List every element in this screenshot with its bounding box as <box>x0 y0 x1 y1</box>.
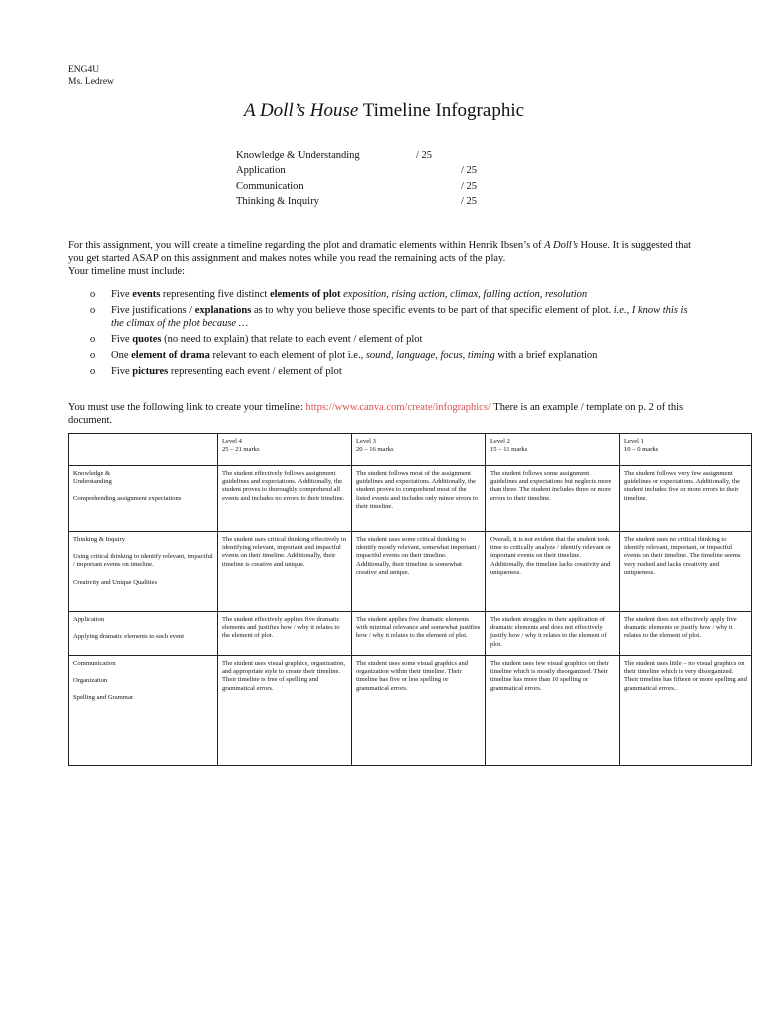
item-text: relevant to each element of plot i.e., <box>209 350 366 362</box>
rubric-cell: The student follows some assignment guidelines and expectations but neglects more than three. The student includes three or more errors to their timeline. <box>486 466 620 532</box>
item-text: Five justifications / <box>111 305 195 317</box>
category-criterion: Creativity and Unique Qualities <box>73 578 158 586</box>
item-text: One <box>111 350 132 362</box>
item-italic: sound, language, focus, timing <box>365 350 495 362</box>
rubric-corner-cell <box>69 434 218 466</box>
level-header <box>620 434 752 466</box>
rubric-cell: The student effectively follows assignment guidelines and expectations. Additionally, the student proves to thoroughly comprehend all events and includes no errors to their timeline. <box>218 466 352 532</box>
title-rest: Timeline Infographic <box>358 100 525 121</box>
item-italic: i.e., I know this is the climax of the plot because … <box>111 305 688 329</box>
level-range: 25 – 21 marks <box>222 446 260 454</box>
rubric-cell: The student effectively applies five dramatic elements and justifies how / why it relates to the element of plot. <box>218 612 352 656</box>
category-criterion: Using critical thinking to identify relevant, impactful / important events on timeline. <box>73 553 213 569</box>
item-bold: quotes <box>132 333 162 345</box>
item-text: (no need to explain) that relate to each event / element of plot <box>161 333 423 345</box>
intro-text-end: House. It is suggested that you get started ASAP on this assignment and makes notes while you read the remaining acts of the play. <box>68 240 692 264</box>
item-text: representing five distinct <box>160 289 270 300</box>
category-name: Understanding <box>73 478 112 486</box>
rubric-cell: The student follows most of the assignment guidelines and expectations. Additionally, the student proves to comprehend most of the listed events and includes only minor errors to their timeline. <box>352 466 486 532</box>
level-name: Level 1 <box>624 438 644 445</box>
level-header <box>486 434 620 466</box>
rubric-row-application <box>69 612 752 656</box>
level-header <box>352 434 486 466</box>
rubric-category <box>69 612 218 656</box>
canva-link[interactable]: https://www.canva.com/create/infographics/ <box>305 402 491 413</box>
marks-label: Thinking & Inquiry <box>236 195 319 207</box>
category-name: Application <box>73 616 105 623</box>
intro-text-start: For this assignment, you will create a timeline regarding the plot and dramatic elements within Henrik Ibsen’s of <box>68 240 545 251</box>
rubric-cell: The student applies five dramatic elements with minimal relevance and somewhat justifies how / why it relates to the element of plot. <box>352 612 486 656</box>
title-play-name: A Doll’s House <box>243 100 359 121</box>
item-bold: explanations <box>194 305 252 317</box>
rubric-row-thinking <box>69 532 752 612</box>
item-text: Five <box>111 366 133 378</box>
item-text: Five <box>111 333 133 345</box>
marks-score: / 25 <box>461 180 478 192</box>
list-item <box>68 366 698 379</box>
category-name: Thinking & Inquiry <box>73 536 126 543</box>
course-code: ENG4U <box>68 65 100 75</box>
bullet-marker: o <box>90 366 96 378</box>
category-criterion: Applying dramatic elements to each event <box>73 633 185 641</box>
item-bold: events <box>132 289 161 300</box>
link-lead-text: You must use the following link to create your timeline: <box>68 402 306 413</box>
level-name: Level 2 <box>490 438 510 445</box>
rubric-table <box>68 433 752 766</box>
rubric-cell: The student struggles in their application of dramatic elements and does not effectively justify how / why it relates to the element of plot. <box>486 612 620 656</box>
item-bold: elements of plot <box>269 289 341 300</box>
rubric-cell: The student uses little – no visual graphics on their timeline which is very disorganized. Their timeline has fifteen or more spelling and grammatical errors.. <box>620 656 752 766</box>
list-item <box>68 334 698 347</box>
category-name: Communication <box>73 660 116 667</box>
rubric-row-communication <box>69 656 752 766</box>
marks-score: / 25 <box>416 150 433 161</box>
rubric-row-knowledge <box>69 466 752 532</box>
rubric-category <box>69 532 218 612</box>
rubric-cell: The student uses visual graphics, organization, and appropriate style to create their timeline. Their timeline is free of spelling and grammatical errors. <box>218 656 352 766</box>
teacher-name: Ms. Ledrew <box>68 77 114 87</box>
canva-link-paragraph <box>68 402 708 428</box>
rubric-cell: The student uses no critical thinking to identify relevant, important, or impactful events on their timeline. The timeline seems very rushed and lacks creativity and uniqueness. <box>620 532 752 612</box>
requirements-list <box>68 289 698 382</box>
item-text: as to why you believe those specific events to be part of that specific element of plot. <box>251 305 614 317</box>
rubric-cell: The student uses few visual graphics on their timeline which is mostly disorganized. Their timeline has more than 10 spelling or grammatical errors. <box>486 656 620 766</box>
list-item <box>68 289 698 302</box>
item-text: with a brief explanation <box>494 350 598 362</box>
level-range: 10 – 0 marks <box>624 446 659 454</box>
intro-paragraph <box>68 240 708 278</box>
category-name: Knowledge & <box>73 470 111 477</box>
marks-breakdown <box>236 148 496 209</box>
list-item <box>68 305 698 331</box>
item-text: Five <box>111 289 133 300</box>
course-info <box>68 64 114 88</box>
bullet-marker: o <box>90 305 96 317</box>
list-item <box>68 350 698 363</box>
rubric-header-row <box>69 434 752 466</box>
item-bold: element of drama <box>131 350 210 362</box>
marks-row-thinking <box>236 194 496 209</box>
level-name: Level 3 <box>356 438 376 445</box>
marks-score: / 25 <box>461 195 478 207</box>
rubric-category <box>69 656 218 766</box>
marks-score: / 25 <box>461 165 478 177</box>
marks-label: Communication <box>236 180 304 192</box>
category-criterion: Comprehending assignment expectations <box>73 495 182 503</box>
requirements-lead: Your timeline must include: <box>68 265 186 277</box>
rubric-cell: Overall, it is not evident that the student took time to critically analyze / identify relevant or important events on their timeline. Additionally, the timeline lacks creativity and uniqueness. <box>486 532 620 612</box>
rubric-category <box>69 466 218 532</box>
bullet-marker: o <box>90 333 96 345</box>
rubric-cell: The student uses critical thinking effectively in identifying relevant, important and impactful events on their timeline. Additionally, their timeline is creative and unique. <box>218 532 352 612</box>
marks-label: Application <box>236 165 286 177</box>
level-range: 15 – 11 marks <box>490 446 528 454</box>
item-italic: exposition, rising action, climax, falling action, resolution <box>340 289 588 300</box>
category-criterion: Organization <box>73 677 108 685</box>
marks-row-communication <box>236 179 496 194</box>
level-header <box>218 434 352 466</box>
page-title <box>0 99 768 123</box>
item-text: representing each event / element of plot <box>168 366 342 378</box>
intro-play-title: A Doll’s <box>544 240 578 251</box>
marks-row-knowledge <box>236 148 496 163</box>
level-name: Level 4 <box>222 438 242 445</box>
category-criterion: Spelling and Grammar <box>73 694 134 702</box>
bullet-marker: o <box>90 289 96 300</box>
level-range: 20 – 16 marks <box>356 446 394 454</box>
rubric-cell: The student uses some critical thinking to identify mostly relevant, somewhat important / impactful events on their timeline. Additionally, their timeline is somewhat creative and unique. <box>352 532 486 612</box>
marks-label: Knowledge & Understanding <box>236 150 360 161</box>
intro-text <box>68 240 708 266</box>
rubric-cell: The student uses some visual graphics and organization within their timeline. Their timeline has five or less spelling or grammatical errors. <box>352 656 486 766</box>
marks-row-application <box>236 163 496 178</box>
bullet-marker: o <box>90 350 96 362</box>
item-bold: pictures <box>132 366 169 378</box>
rubric-cell: The student does not effectively apply five dramatic elements or justify how / why it relates to the element of plot. <box>620 612 752 656</box>
rubric-cell: The student follows very few assignment guidelines or expectations. Additionally, the student includes five or more errors to their timeline. <box>620 466 752 532</box>
link-trailing-text: There is an example / template on p. 2 of this document. <box>68 402 684 426</box>
